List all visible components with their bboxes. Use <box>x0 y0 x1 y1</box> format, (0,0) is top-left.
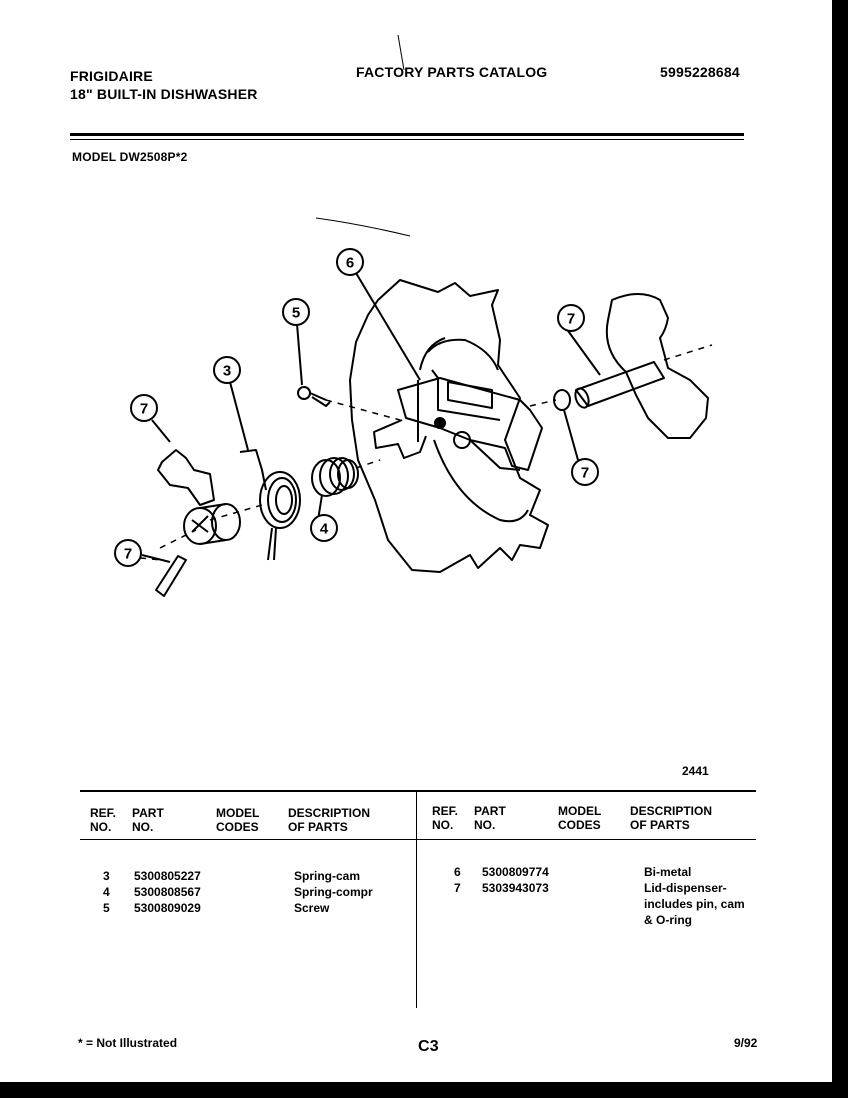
callout-7-cam: 7 <box>139 400 149 418</box>
brand-name: FRIGIDAIRE <box>70 68 153 84</box>
row-desc: Spring-cam <box>294 869 361 883</box>
right-head-model: MODEL CODES <box>558 804 602 832</box>
row-ref: 4 <box>103 885 110 899</box>
callout-7-pin: 7 <box>123 545 133 563</box>
left-head-part: PART NO. <box>132 806 164 834</box>
row-desc: Bi-metal <box>644 865 692 879</box>
row-ref: 6 <box>454 865 461 879</box>
screw <box>298 387 310 399</box>
callout-7-oring: 7 <box>580 464 590 482</box>
callout-5: 5 <box>291 304 301 322</box>
dispenser-housing <box>350 280 548 572</box>
left-head-model: MODEL CODES <box>216 806 260 834</box>
right-head-ref: REF. NO. <box>432 804 459 832</box>
product-name: 18" BUILT-IN DISHWASHER <box>70 86 258 102</box>
row-desc: Spring-compr <box>294 885 373 899</box>
row-ref: 5 <box>103 901 110 915</box>
row-ref: 3 <box>103 869 110 883</box>
page-code: C3 <box>418 1038 439 1055</box>
spring-compr <box>312 458 358 496</box>
figure-number: 2441 <box>682 764 709 778</box>
not-illustrated-note: * = Not Illustrated <box>78 1036 178 1050</box>
row-desc: Lid-dispenser- <box>644 881 727 895</box>
o-ring <box>554 390 570 410</box>
row-desc: includes pin, cam <box>644 897 745 911</box>
left-head-ref: REF. NO. <box>90 806 117 834</box>
table-rule-header <box>80 839 756 840</box>
row-part-no: 5300808567 <box>134 885 201 899</box>
table-divider <box>416 790 417 1008</box>
revision-date: 9/92 <box>734 1036 758 1050</box>
row-desc: Screw <box>294 901 330 915</box>
right-head-desc: DESCRIPTION OF PARTS <box>630 804 713 832</box>
left-head-desc: DESCRIPTION OF PARTS <box>288 806 371 834</box>
table-rule-top <box>80 790 756 792</box>
catalog-title: FACTORY PARTS CATALOG <box>356 64 548 80</box>
spring-cam <box>240 450 300 560</box>
callout-7-lid: 7 <box>566 310 576 328</box>
bi-metal-bracket <box>398 378 542 470</box>
scan-border-bottom <box>0 1082 848 1098</box>
cam <box>158 450 240 544</box>
catalog-number: 5995228684 <box>660 64 740 80</box>
row-part-no: 5303943073 <box>482 881 549 895</box>
row-part-no: 5300809029 <box>134 901 201 915</box>
small-pin <box>156 556 186 596</box>
row-desc: & O-ring <box>644 913 692 927</box>
row-part-no: 5300809774 <box>482 865 549 879</box>
callout-3: 3 <box>222 362 232 380</box>
row-part-no: 5300805227 <box>134 869 201 883</box>
model-number: MODEL DW2508P*2 <box>72 150 188 164</box>
callout-6: 6 <box>345 254 355 272</box>
row-ref: 7 <box>454 881 461 895</box>
right-head-part: PART NO. <box>474 804 506 832</box>
callout-4: 4 <box>319 520 329 538</box>
